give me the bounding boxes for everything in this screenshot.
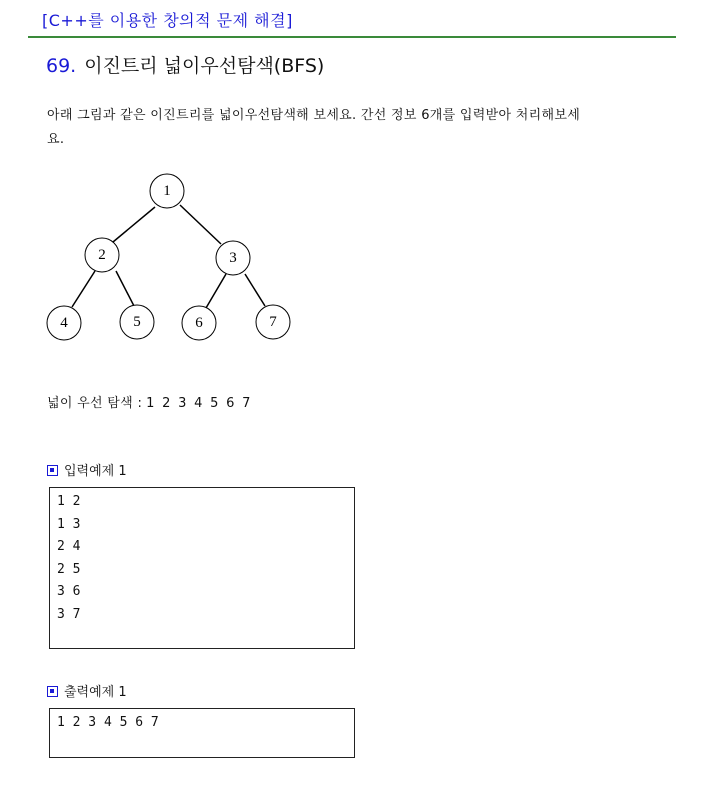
input-line: 2 5 [57, 561, 81, 577]
input-line: 1 3 [57, 516, 81, 532]
output-line: 1 2 3 4 5 6 7 [57, 715, 159, 730]
problem-number: 69. [46, 55, 77, 77]
square-bullet-icon [47, 686, 58, 697]
problem-title-text: 이진트리 넓이우선탐색(BFS) [84, 55, 325, 77]
tree-node-6-label: 6 [195, 315, 203, 331]
input-line: 1 2 [57, 494, 81, 509]
edge-1-3 [180, 205, 221, 244]
problem-description [47, 104, 667, 152]
output-example-label: 출력예제 1 [64, 685, 127, 700]
tree-node-3-label: 3 [229, 250, 237, 266]
edge-1-2 [113, 207, 155, 242]
description-line-2: 요. [47, 132, 65, 147]
problem-title [46, 51, 324, 78]
edge-2-4 [72, 271, 95, 307]
edge-3-6 [206, 274, 226, 308]
description-line-1: 아래 그림과 같은 이진트리를 넓이우선탐색해 보세요. 간선 정보 6개를 입력받아 처리해보세 [47, 108, 581, 123]
edge-3-7 [245, 274, 265, 306]
input-line: 3 7 [57, 606, 81, 622]
tree-node-2-label: 2 [98, 247, 106, 263]
bfs-label: 넓이 우선 탐색 : [47, 396, 143, 411]
binary-tree-diagram [40, 166, 310, 351]
input-example-box [49, 487, 355, 649]
output-example-heading [47, 681, 127, 700]
square-bullet-icon [47, 465, 58, 476]
input-line: 3 6 [57, 584, 81, 599]
tree-node-1-label: 1 [163, 183, 171, 199]
edge-2-5 [116, 271, 134, 306]
input-example-label: 입력예제 1 [64, 464, 127, 479]
tree-node-5-label: 5 [133, 314, 141, 330]
tree-node-7-label: 7 [269, 314, 277, 330]
bfs-sequence: 1 2 3 4 5 6 7 [146, 396, 251, 411]
input-line: 2 4 [57, 539, 81, 554]
tree-node-4-label: 4 [60, 315, 68, 331]
page-header [28, 6, 676, 38]
header-title: [C++를 이용한 창의적 문제 해결] [42, 11, 293, 30]
bfs-result [47, 392, 251, 411]
output-example-box [49, 708, 355, 758]
input-example-heading [47, 460, 127, 479]
